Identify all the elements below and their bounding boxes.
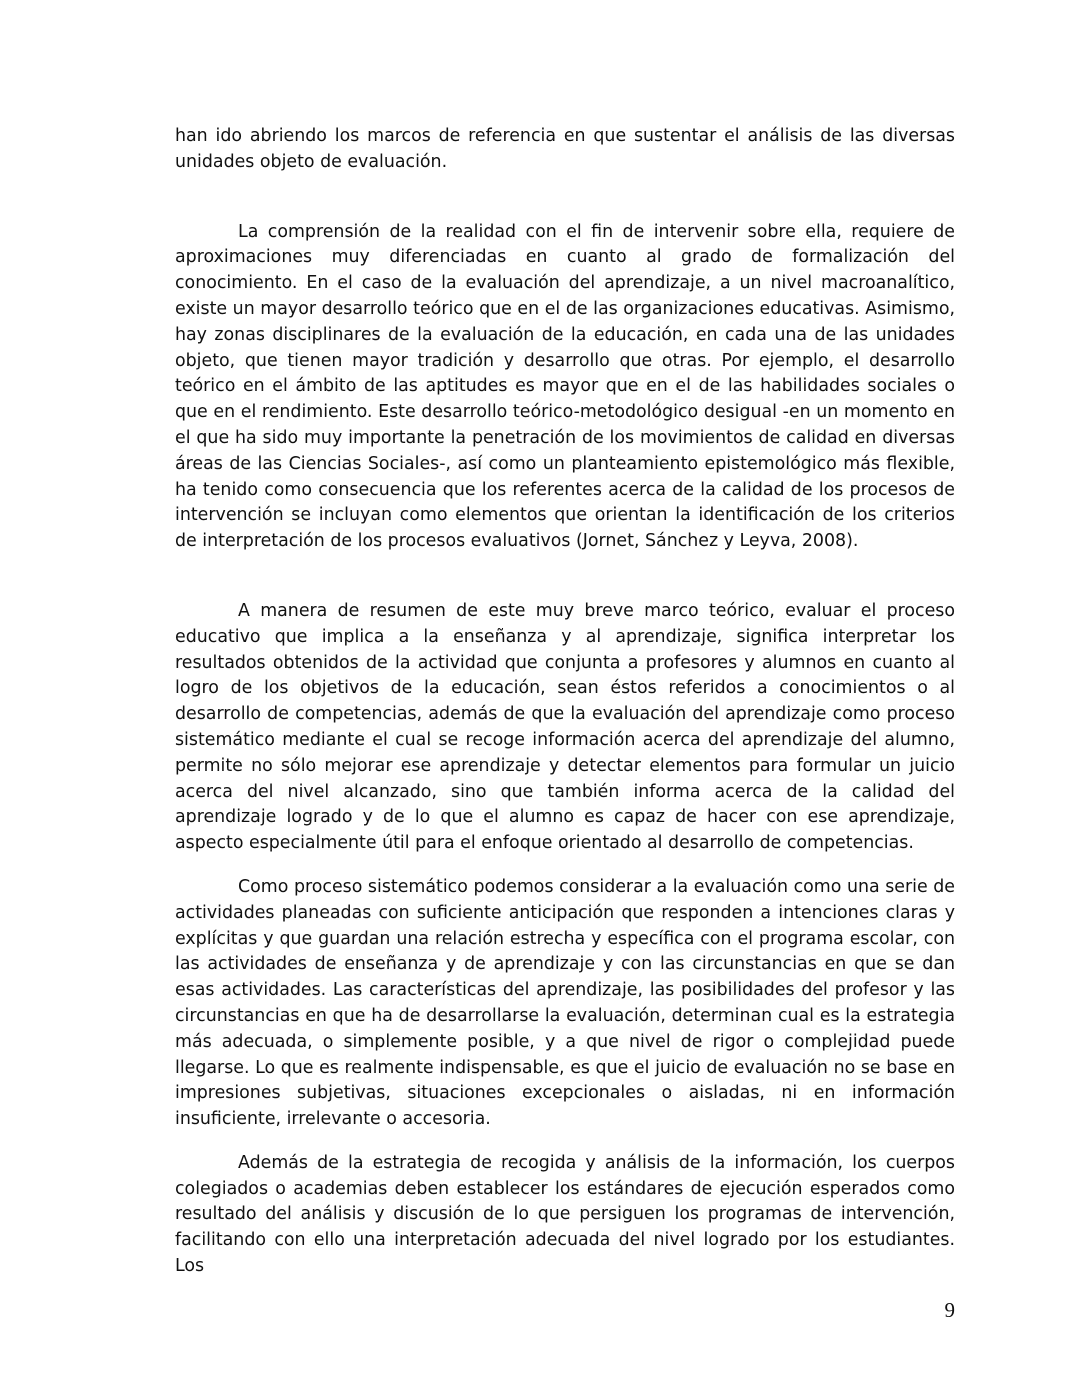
page-number: 9: [944, 1298, 955, 1322]
body-text: [175, 124, 955, 1280]
paragraph-estrategia-recogida: Además de la estrategia de recogida y análisis de la información, los cuerpos colegiados o academias deben establecer los estándares de ejecución esperados como resultado del análisis y discusión de lo que persiguen los programas de intervención, facilitando con ello una interpretación adecuada del nivel logrado por los estudiantes. Los: [175, 1152, 955, 1277]
paragraph-comprension-realidad: La comprensión de la realidad con el fin de intervenir sobre ella, requiere de aproximaciones muy diferenciadas en cuanto al grado de formalización del conocimiento. En el caso de la evaluación del aprendizaje, a un nivel macroanalítico, existe un mayor desarrollo teórico que en el de las organizaciones educativas. Asimismo, hay zonas disciplinares de la evaluación de la educación, en cada una de las unidades objeto, que tienen mayor tradición y desarrollo que otras. Por ejemplo, el desarrollo teórico en el ámbito de las aptitudes es mayor que en el de las habilidades sociales o que en el rendimiento. Este desarrollo teórico-metodológico desigual -en un momento en el que ha sido muy importante la penetración de los movimientos de calidad en diversas áreas de las Ciencias Sociales-, así como un planteamiento epistemológico más flexible, ha tenido como consecuencia que los referentes acerca de la calidad de los procesos de intervención se incluyan como elementos que orientan la identificación de los criterios de interpretación de los procesos evaluativos (Jornet, Sánchez y Leyva, 2008).: [175, 221, 955, 552]
paragraph-resumen-marco-teorico: A manera de resumen de este muy breve marco teórico, evaluar el proceso educativo que implica a la enseñanza y al aprendizaje, significa interpretar los resultados obtenidos de la actividad que conjunta a profesores y alumnos en cuanto al logro de los objetivos de la educación, sean éstos referidos a conocimientos o al desarrollo de competencias, además de que la evaluación del aprendizaje como proceso sistemático mediante el cual se recoge información acerca del aprendizaje del alumno, permite no sólo mejorar ese aprendizaje y detectar elementos para formular un juicio acerca del nivel alcanzado, sino que también informa acerca de la calidad del aprendizaje logrado y de lo que el alumno es capaz de hacer con ese aprendizaje, aspecto especialmente útil para el enfoque orientado al desarrollo de competencias.: [175, 600, 955, 854]
paragraph-proceso-sistematico: Como proceso sistemático podemos considerar a la evaluación como una serie de actividades planeadas con suficiente anticipación que responden a intenciones claras y explícitas y que guardan una relación estrecha y específica con el programa escolar, con las actividades de enseñanza y de aprendizaje y con las circunstancias en que se dan esas actividades. Las características del aprendizaje, las posibilidades del profesor y las circunstancias en que ha de desarrollarse la evaluación, determinan cual es la estrategia más adecuada, o simplemente posible, y a que nivel de rigor o complejidad puede llegarse. Lo que es realmente indispensable, es que el juicio de evaluación no se base en impresiones subjetivas, situaciones excepcionales o aisladas, ni en información insuficiente, irrelevante o accesoria.: [175, 876, 955, 1130]
paragraph-continuation: han ido abriendo los marcos de referencia en que sustentar el análisis de las diversas unidades objeto de evaluación.: [175, 126, 955, 172]
